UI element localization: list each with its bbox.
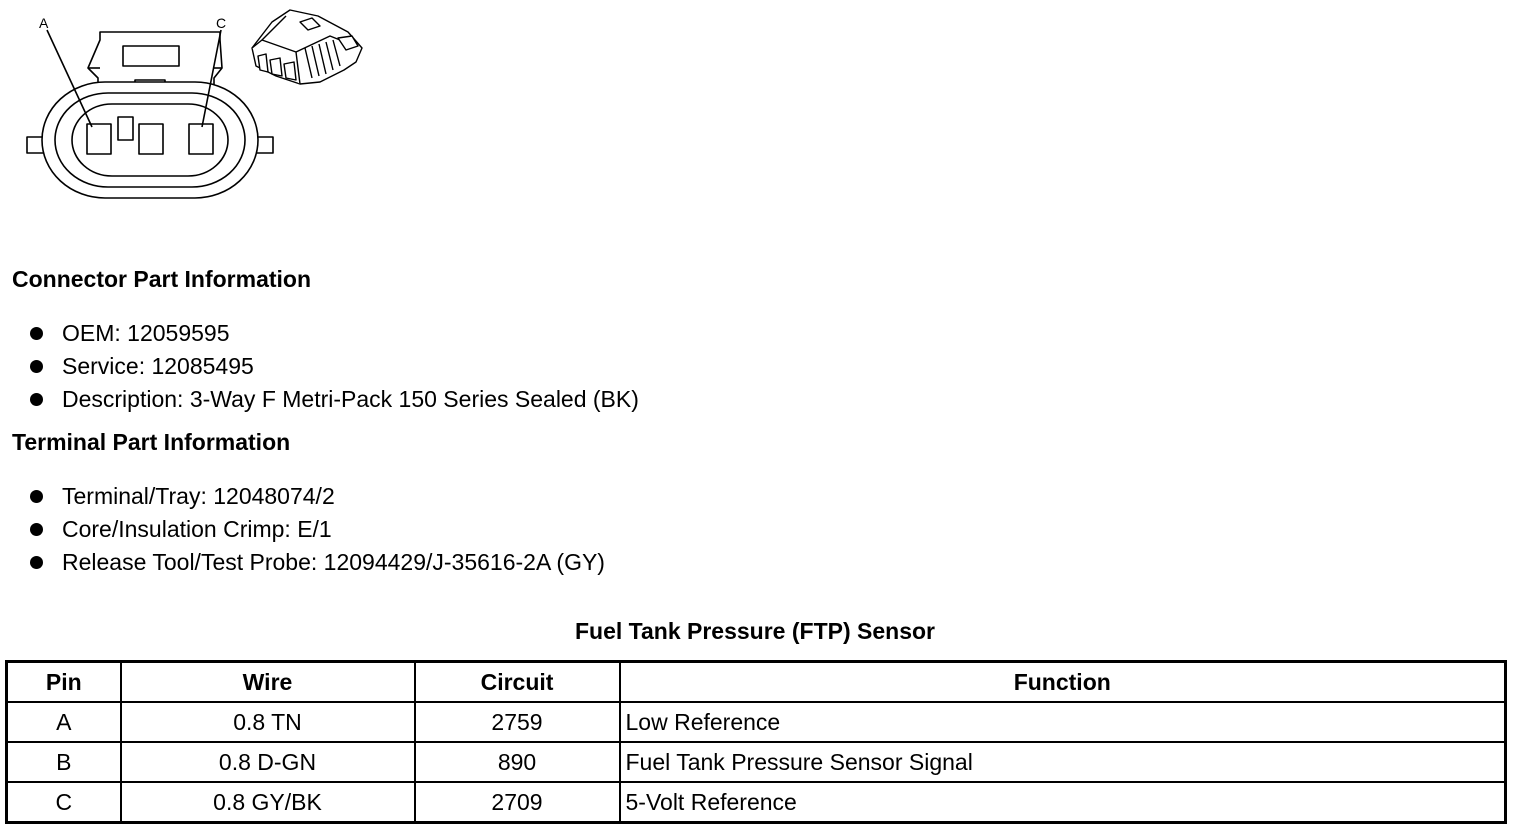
header-circuit: Circuit [415, 662, 620, 703]
terminal-section-title: Terminal Part Information [12, 429, 291, 455]
list-item [28, 513, 605, 546]
cell-circuit: 2709 [415, 782, 620, 823]
terminal-tray: Terminal/Tray: 12048074/2 [62, 483, 335, 509]
cell-wire: 0.8 D-GN [121, 742, 415, 782]
header-pin: Pin [7, 662, 121, 703]
header-function: Function [620, 662, 1506, 703]
connector-info-list [28, 317, 639, 416]
pin-table-title: Fuel Tank Pressure (FTP) Sensor [574, 618, 935, 644]
bullet-icon [30, 556, 43, 569]
table-row [7, 782, 1506, 823]
cell-function: Fuel Tank Pressure Sensor Signal [620, 742, 1506, 782]
cell-wire: 0.8 TN [121, 702, 415, 742]
table-row [7, 742, 1506, 782]
callout-label-a: A [39, 15, 49, 31]
connector-service: Service: 12085495 [62, 353, 254, 379]
list-item [28, 546, 605, 579]
bullet-icon [30, 523, 43, 536]
connector-isometric-icon [252, 10, 362, 84]
terminal-info-list [28, 480, 605, 579]
cell-pin: A [7, 702, 121, 742]
cell-wire: 0.8 GY/BK [121, 782, 415, 823]
callout-label-c: C [216, 15, 227, 31]
list-item [28, 383, 639, 416]
cavity-c [189, 124, 213, 154]
terminal-release-tool: Release Tool/Test Probe: 12094429/J-35616-2A (GY) [62, 549, 605, 575]
cavity-key [118, 117, 133, 140]
cavity-b [139, 124, 163, 154]
cell-circuit: 2759 [415, 702, 620, 742]
header-wire: Wire [121, 662, 415, 703]
list-item [28, 317, 639, 350]
terminal-crimp: Core/Insulation Crimp: E/1 [62, 516, 332, 542]
connector-diagram [0, 0, 380, 210]
cell-circuit: 890 [415, 742, 620, 782]
cell-pin: C [7, 782, 121, 823]
list-item [28, 480, 605, 513]
bullet-icon [30, 490, 43, 503]
table-header-row [7, 662, 1506, 703]
connector-oem: OEM: 12059595 [62, 320, 230, 346]
cell-pin: B [7, 742, 121, 782]
bullet-icon [30, 393, 43, 406]
table-row [7, 702, 1506, 742]
cell-function: Low Reference [620, 702, 1506, 742]
bullet-icon [30, 327, 43, 340]
connector-section-title: Connector Part Information [12, 266, 312, 292]
cell-function: 5-Volt Reference [620, 782, 1506, 823]
pin-table [5, 660, 1507, 824]
bullet-icon [30, 360, 43, 373]
connector-description: Description: 3-Way F Metri-Pack 150 Series Sealed (BK) [62, 386, 639, 412]
list-item [28, 350, 639, 383]
cavity-a [87, 124, 111, 154]
